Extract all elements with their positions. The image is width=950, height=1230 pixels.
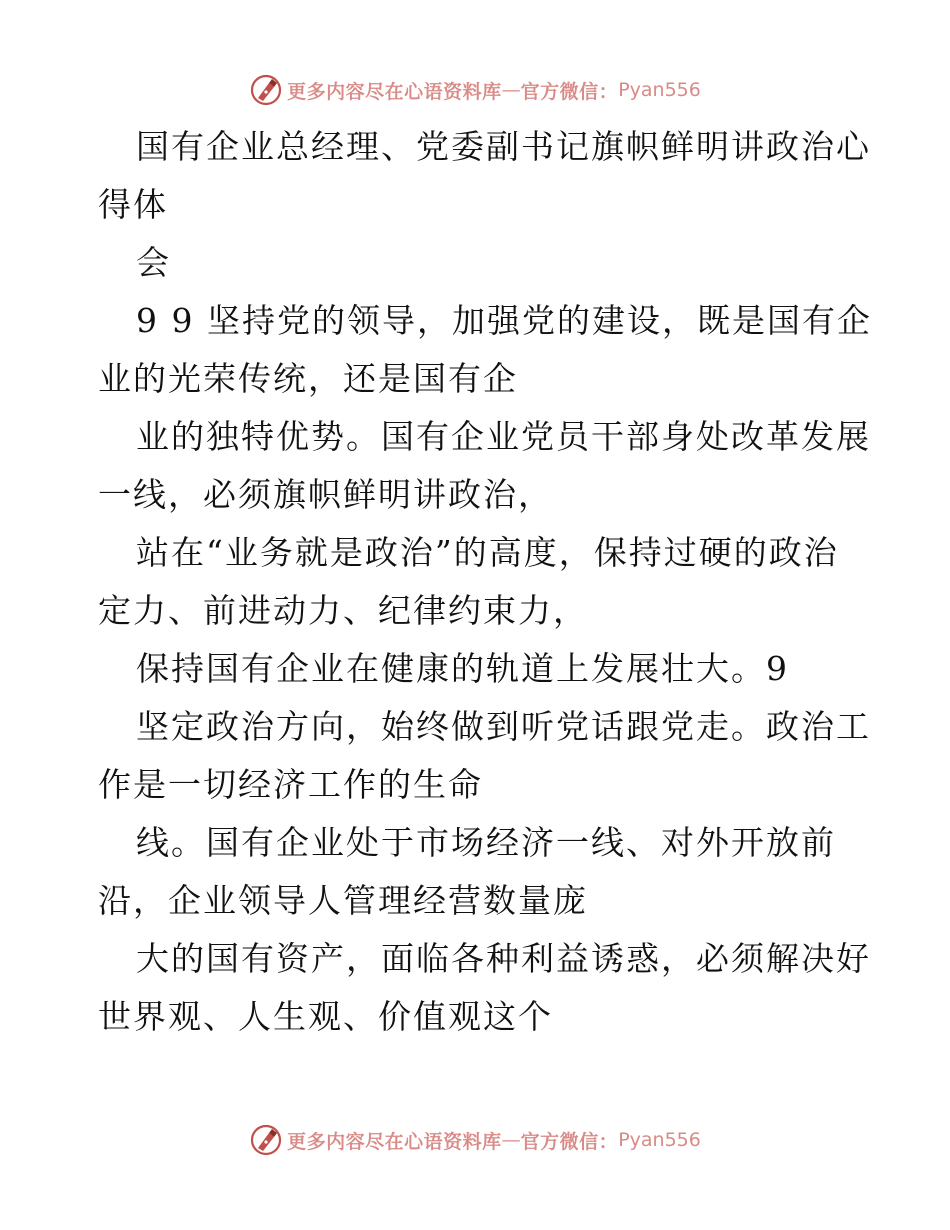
banner-wechat-id: Pyan556 bbox=[618, 1129, 701, 1151]
banner-wechat-label: 官方微信： bbox=[520, 1130, 619, 1153]
banner-separator: — bbox=[501, 79, 521, 101]
document-line: 9 9 坚持党的领导，加强党的建设，既是国有企 bbox=[136, 301, 872, 340]
document-line: 一线，必须旗帜鲜明讲政治， bbox=[98, 475, 553, 514]
banner-wechat-id: Pyan556 bbox=[618, 79, 701, 101]
pen-nib-logo-icon bbox=[249, 1123, 283, 1157]
document-line: 得体 bbox=[98, 185, 168, 224]
document-line: 保持国有企业在健康的轨道上发展壮大。9 bbox=[136, 649, 789, 688]
pen-nib-logo-icon bbox=[249, 73, 283, 107]
document-body bbox=[98, 118, 872, 1046]
document-line: 世界观、人生观、价值观这个 bbox=[98, 997, 553, 1036]
document-line: 站在“业务就是政治”的高度，保持过硬的政治 bbox=[136, 533, 839, 572]
banner-main-text: 更多内容尽在心语资料库 bbox=[287, 80, 502, 103]
document-line: 线。国有企业处于市场经济一线、对外开放前 bbox=[136, 823, 836, 862]
header-banner bbox=[0, 70, 950, 110]
banner-separator: — bbox=[501, 1129, 521, 1151]
document-line: 沿，企业领导人管理经营数量庞 bbox=[98, 881, 588, 920]
banner-wechat-label: 官方微信： bbox=[520, 80, 619, 103]
banner-main-text: 更多内容尽在心语资料库 bbox=[287, 1130, 502, 1153]
document-line: 大的国有资产，面临各种利益诱惑，必须解决好 bbox=[136, 939, 871, 978]
document-line: 作是一切经济工作的生命 bbox=[98, 765, 483, 804]
document-line: 业的独特优势。国有企业党员干部身处改革发展 bbox=[136, 417, 871, 456]
footer-banner bbox=[0, 1120, 950, 1160]
document-line: 定力、前进动力、纪律约束力， bbox=[98, 591, 588, 630]
document-line: 业的光荣传统，还是国有企 bbox=[98, 359, 518, 398]
document-line: 坚定政治方向，始终做到听党话跟党走。政治工 bbox=[136, 707, 871, 746]
document-line: 国有企业总经理、党委副书记旗帜鲜明讲政治心 bbox=[136, 127, 871, 166]
document-line: 会 bbox=[136, 243, 171, 282]
